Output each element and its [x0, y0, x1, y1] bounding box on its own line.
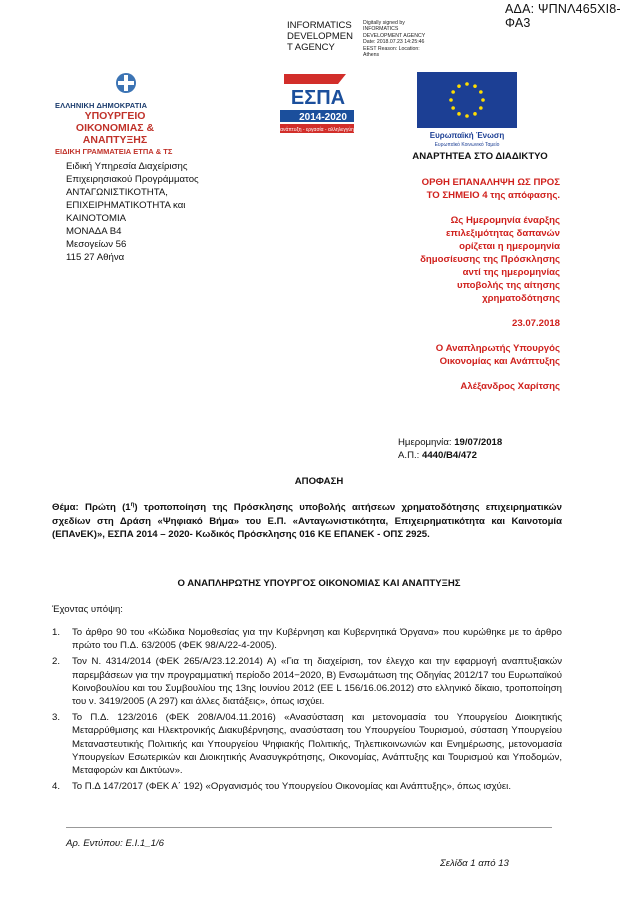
sender-line: ΚΑΙΝΟΤΟΜΙΑ	[66, 213, 127, 224]
eu-star-icon	[465, 114, 469, 118]
document-dates	[398, 436, 502, 462]
gov-line2a: ΥΠΟΥΡΓΕΙΟ	[84, 110, 146, 122]
sender-line: ΑΝΤΑΓΩΝΙΣΤΙΚΟΤΗΤΑ,	[66, 187, 168, 198]
list-item	[52, 655, 562, 708]
note-line: αντί της ημερομηνίας	[462, 267, 560, 278]
item-text: Το Π.Δ. 123/2016 (ΦΕΚ 208/Α/04.11.2016) «Ανασύσταση και μετονομασία του Υπουργείου Διοικητικής Μεταρρύθμισης και Ηλεκτρονικής Διακυβέρνησης, ανασύσταση του Υπουργείου Τουρισμού, σύσταση Υπουργείου Μεταναστευτικής Πολιτικής και Υπουργείου Ψηφιακής Πολιτικής, Τηλεπικοινωνιών και Ενημέρωσης, μετονομασία Υπουργείων Εσωτερικών και Διοικητικής Ανασυγκρότησης, Οικονομίας, Ανάπτυξης και Τουρισμού και Υποδομών, Μεταφορών και Δικτύων».	[72, 712, 562, 777]
signature-details: Digitally signed by INFORMATICS DEVELOPMENT AGENCY Date: 2018.07.23 14:25:46 EEST Reason: Location: Athens	[363, 20, 426, 59]
item-number: 3.	[52, 712, 61, 724]
sender-line: ΕΠΙΧΕΙΡΗΜΑΤΙΚΟΤΗΤΑ και	[66, 200, 186, 211]
eu-line2: Ευρωπαϊκό Κοινωνικό Ταμείο	[434, 142, 500, 148]
note-line: χρηματοδότησης	[482, 293, 560, 304]
decision-title: ΑΠΟΦΑΣΗ	[294, 476, 344, 487]
signer-role	[360, 342, 560, 368]
sender-address	[66, 160, 199, 264]
note-line: δημοσίευσης της Πρόσκλησης	[420, 254, 560, 265]
eu-star-icon	[457, 112, 461, 116]
eu-star-icon	[479, 90, 483, 94]
date-label: Ημερομηνία:	[398, 437, 455, 448]
signature-name: INFORMATICS DEVELOPMEN T AGENCY	[287, 20, 353, 53]
espa-years: 2014-2020	[299, 112, 347, 123]
list-item	[52, 780, 562, 793]
correction-line: ΤΟ ΣΗΜΕΙΟ 4 της απόφασης.	[426, 190, 560, 201]
note-line: ορίζεται η ημερομηνία	[459, 241, 560, 252]
eu-star-icon	[451, 90, 455, 94]
eu-logo	[415, 70, 520, 148]
publish-online-title: ΑΝΑΡΤΗΤΕΑ ΣΤΟ ΔΙΑΔΙΚΤΥΟ	[412, 151, 548, 162]
role-line: Οικονομίας και Ανάπτυξης	[439, 356, 560, 367]
eu-star-icon	[449, 98, 453, 102]
subject-prefix: Θέμα: Πρώτη (1	[52, 502, 131, 514]
sender-line: Επιχειρησιακού Προγράμματος	[66, 174, 199, 185]
minister-heading: Ο ΑΝΑΠΛΗΡΩΤΗΣ ΥΠΟΥΡΓΟΣ ΟΙΚΟΝΟΜΙΑΣ ΚΑΙ ΑΝΑΠΤΥΞΗΣ	[177, 578, 461, 589]
note-text	[360, 214, 560, 305]
greek-emblem-icon	[115, 72, 137, 94]
date-value: 19/07/2018	[454, 437, 503, 448]
subject-sup: η	[130, 502, 135, 508]
espa-tagline: ανάπτυξη - εργασία - αλληλεγγύη	[280, 127, 354, 133]
eu-star-icon	[457, 84, 461, 88]
note-line: Ως Ημερομηνία έναρξης	[450, 215, 560, 226]
ministry-logo	[55, 72, 190, 156]
page-number: Σελίδα 1 από 13	[440, 858, 509, 869]
list-item	[52, 626, 562, 652]
eu-star-icon	[481, 98, 485, 102]
ap-label: Α.Π.:	[398, 450, 422, 461]
footer-divider	[66, 827, 552, 828]
eu-line1: Ευρωπαϊκή Ένωση	[429, 131, 505, 140]
item-text: Τον Ν. 4314/2014 (ΦΕΚ 265/Α/23.12.2014) Α) «Για τη διαχείριση, τον έλεγχο και την εφαρμογή αναπτυξιακών παρεμβάσεων για την προγραμματική περίοδο 2014−2020, Β) Ενσωμάτωση της Οδηγίας 2012/17 του Ευρωπαϊκού Κοινοβουλίου και του Συμβουλίου της 13ης Ιουνίου 2012 (ΕΕ L 156/16.06.2012) στο ελληνικό δίκαιο, τροποποίηση του ν. 3419/2005 (Α 297) και άλλες διατάξεις», όπως ισχύει.	[72, 656, 562, 708]
item-number: 1.	[52, 627, 61, 638]
list-item	[52, 711, 562, 777]
note-line: υποβολής της αίτησης	[456, 280, 560, 291]
role-line: Ο Αναπληρωτής Υπουργός	[435, 343, 560, 354]
subject	[52, 499, 562, 542]
espa-title: ΕΣΠΑ	[290, 87, 346, 109]
item-text: Το άρθρο 90 του «Κώδικα Νομοθεσίας για την Κυβέρνηση και Κυβερνητικά Όργανα» που κυρώθηκε με το άρθρο πρώτο του Π.Δ. 63/2005 (ΦΕΚ 98/Α/22-4-2005).	[72, 627, 562, 652]
sender-line: ΜΟΝΑΔΑ Β4	[66, 226, 122, 237]
espa-logo	[276, 70, 361, 140]
note-line: επιλεξιμότητας δαπανών	[445, 228, 560, 239]
sender-line: Ειδική Υπηρεσία Διαχείρισης	[66, 161, 188, 172]
signer-name: Αλέξανδρος Χαρίτσης	[460, 381, 560, 392]
correction-text	[360, 176, 560, 202]
item-text: Το Π.Δ 147/2017 (ΦΕΚ Α΄ 192) «Οργανισμός του Υπουργείου Οικονομίας και Ανάπτυξης», όπως ισχύει.	[72, 781, 511, 793]
item-number: 4.	[52, 781, 61, 793]
gov-line3: ΕΙΔΙΚΗ ΓΡΑΜΜΑΤΕΙΑ ΕΤΠΑ & ΤΣ	[55, 147, 173, 156]
sender-line: 115 27 Αθήνα	[66, 252, 125, 263]
eu-star-icon	[473, 112, 477, 116]
form-number: Αρ. Εντύπου: Ε.Ι.1_1/6	[66, 838, 164, 849]
eu-star-icon	[465, 82, 469, 86]
considering-label: Έχοντας υπόψη:	[52, 604, 123, 615]
gov-line2b: ΟΙΚΟΝΟΜΙΑΣ & ΑΝΑΠΤΥΞΗΣ	[75, 122, 155, 146]
subject-rest: ) τροποποίηση της Πρόσκλησης υποβολής αιτήσεων χρηματοδότησης επιχειρηματικών σχεδίων στη Δράση «Ψηφιακό Βήμα» του Ε.Π. «Ανταγωνιστικότητα, Επιχειρηματικότητα και Καινοτομία (ΕΠΑνΕΚ)», ΕΣΠΑ 2014 – 2020- Κωδικός Πρόσκλησης 016 ΚΕ ΕΠΑΝΕΚ - ΟΠΣ 2925.	[52, 502, 562, 541]
eu-star-icon	[451, 106, 455, 110]
right-notice	[360, 151, 560, 393]
considerations-list	[52, 626, 562, 796]
eu-star-icon	[473, 84, 477, 88]
item-number: 2.	[52, 656, 61, 668]
eu-star-icon	[479, 106, 483, 110]
ada-code: ΑΔΑ: ΨΠΝΛ465ΧΙ8-ΦΑ3	[505, 2, 621, 30]
correction-line: ΟΡΘΗ ΕΠΑΝΑΛΗΨΗ ΩΣ ΠΡΟΣ	[421, 177, 560, 188]
sender-line: Μεσογείων 56	[66, 239, 127, 250]
gov-line1: ΕΛΛΗΝΙΚΗ ΔΗΜΟΚΡΑΤΙΑ	[55, 101, 148, 110]
ap-value: 4440/Β4/472	[422, 450, 477, 461]
notice-date: 23.07.2018	[511, 318, 560, 329]
